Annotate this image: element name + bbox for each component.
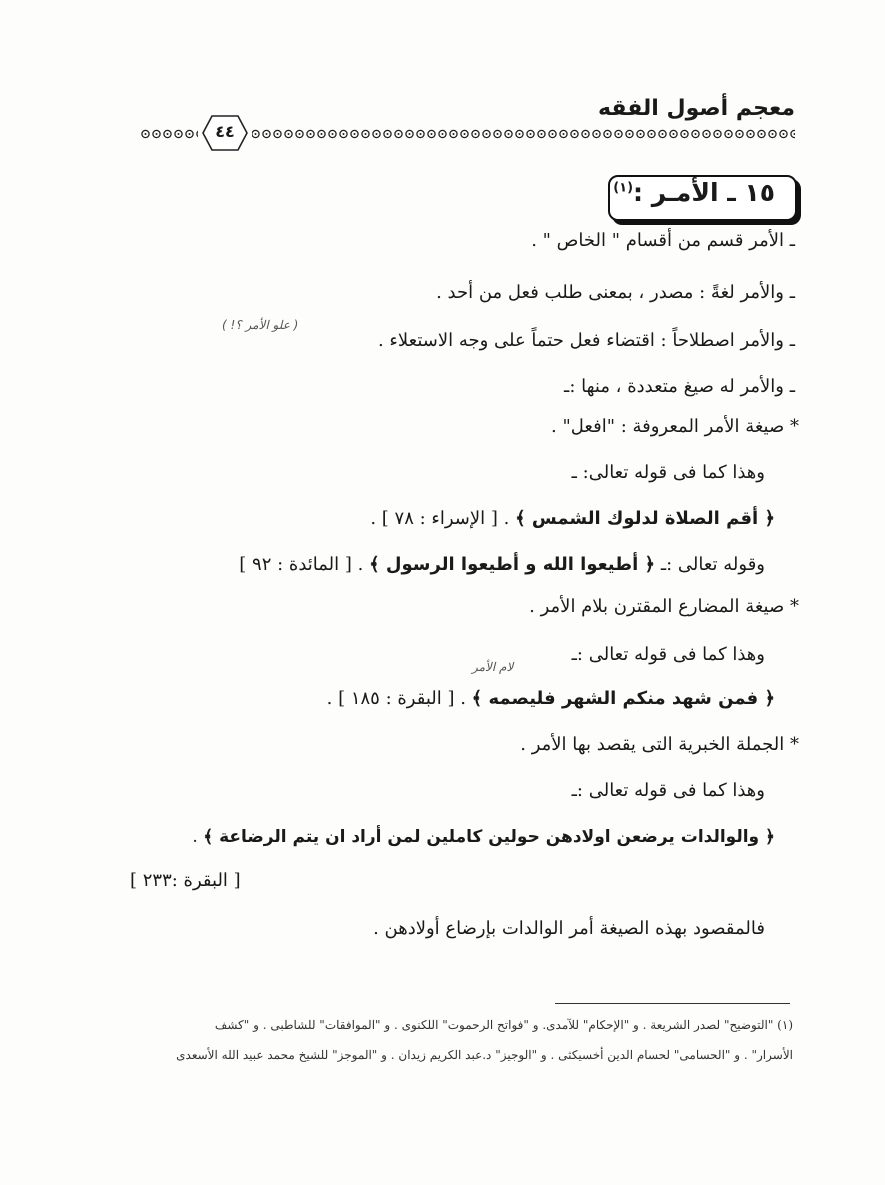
verse-prefix-2: وقوله تعالى :ـ — [660, 554, 765, 575]
footnote-line-2: الأسرار" . و "الحسامى" لحسام الدين أخسيكثى . و "الوجيز" د.عبد الكريم زيدان . و "الموجز" للشيخ محمد عبيد الله الأسعدى — [176, 1048, 793, 1062]
example-intro-1: وهذا كما فى قوله تعالى: ـ — [571, 462, 765, 483]
footnote-line-1: (١) "التوضيح" لصدر الشريعة . و "الإحكام" للآمدى. و "فواتح الرحموت" اللكنوى . و "الموافقات" للشاطبى . و "كشف — [214, 1018, 793, 1032]
verse-line-3 — [327, 688, 775, 709]
verse-reference-3: . [ البقرة : ١٨٥ ] . — [326, 688, 466, 709]
section-heading — [613, 178, 775, 207]
quran-verse-1: ﴿ أقم الصلاة لدلوك الشمس ﴾ — [515, 508, 775, 529]
verse-line-1 — [370, 508, 775, 529]
conclusion-line: فالمقصود بهذه الصيغة أمر الوالدات بإرضاع أولادهن . — [373, 918, 765, 939]
verse-reference-1: . [ الإسراء : ٧٨ ] . — [370, 508, 510, 529]
verse-reference-2: . [ المائدة : ٩٢ ] — [239, 554, 364, 575]
footnote-marker: (١) — [613, 180, 634, 196]
form-heading-2: * صيغة المضارع المقترن بلام الأمر . — [529, 596, 799, 617]
handwritten-note-lam: لام الأمر — [472, 660, 514, 674]
verse-line-4 — [192, 826, 775, 847]
definition-line-1: ـ الأمر قسم من أقسام " الخاص " . — [531, 230, 795, 251]
handwritten-note: ( علو الأمر ؟! ) — [222, 318, 299, 332]
quran-verse-4: ﴿ والوالدات يرضعن اولادهن حولين كاملين لمن أراد ان يتم الرضاعة ﴾ — [203, 827, 775, 847]
verse-reference-4: [ البقرة :٢٣٣ ] — [130, 870, 241, 891]
example-intro-2: وهذا كما فى قوله تعالى :ـ — [571, 644, 765, 665]
definition-line-2: ـ والأمر لغةً : مصدر ، بمعنى طلب فعل من أحد . — [436, 282, 795, 303]
form-heading-1: * صيغة الأمر المعروفة : "افعل" . — [551, 416, 799, 437]
quran-verse-3: ﴿ فمن شهد منكم الشهر فليصمه ﴾ — [471, 688, 775, 709]
verse-line-2 — [239, 554, 765, 575]
form-heading-3: * الجملة الخبرية التى يقصد بها الأمر . — [520, 734, 799, 755]
verse-end-4: . — [192, 827, 198, 847]
section-heading-label: ١٥ ـ الأمـر : — [633, 178, 775, 207]
footnote-divider — [555, 1003, 790, 1004]
example-intro-3: وهذا كما فى قوله تعالى :ـ — [571, 780, 765, 801]
quran-verse-2: ﴿ أطيعوا الله و أطيعوا الرسول ﴾ — [369, 554, 656, 575]
definition-line-3: ـ والأمر اصطلاحاً : اقتضاء فعل حتماً على وجه الاستعلاء . — [377, 330, 795, 351]
definition-line-4: ـ والأمر له صيغ متعددة ، منها :ـ — [564, 376, 795, 397]
page-number: ٤٤ — [215, 122, 235, 141]
book-title: معجم أصول الفقه — [598, 96, 795, 121]
